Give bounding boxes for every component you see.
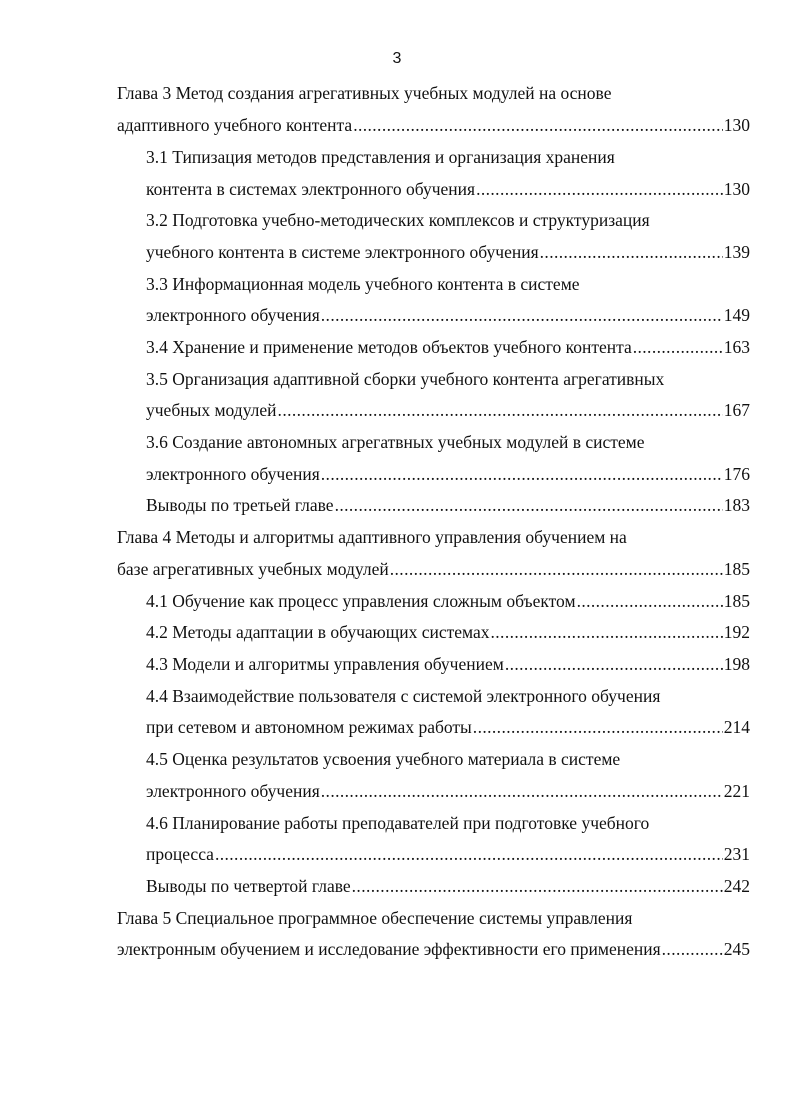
- toc-entry-title: при сетевом и автономном режимах работы: [146, 717, 472, 737]
- toc-entry-title: Выводы по четвертой главе: [146, 876, 351, 896]
- leader-dots: [540, 241, 723, 263]
- toc-entry: [146, 621, 750, 643]
- leader-dots: [215, 843, 723, 865]
- toc-entry-title: 3.4 Хранение и применение методов объектов учебного контента: [146, 337, 632, 357]
- toc-page-number: 221: [723, 781, 750, 801]
- toc-entry-title: адаптивного учебного контента: [117, 115, 353, 135]
- toc-page-number: 185: [723, 559, 750, 579]
- toc-page-number: 198: [723, 654, 750, 674]
- toc-page-number: 183: [723, 495, 750, 515]
- toc-entry: [146, 178, 750, 200]
- toc-entry-title: 4.5 Оценка результатов усвоения учебного материала в системе: [146, 749, 621, 769]
- toc-entry-title: учебного контента в системе электронного обучения: [146, 242, 539, 262]
- leader-dots: [662, 938, 723, 960]
- leader-dots: [352, 875, 723, 897]
- toc-page-number: 231: [723, 844, 750, 864]
- toc-entry-title: процесса: [146, 844, 214, 864]
- toc-page-number: 245: [723, 939, 750, 959]
- leader-dots: [505, 653, 723, 675]
- toc-entry-title: контента в системах электронного обучения: [146, 179, 476, 199]
- leader-dots: [473, 716, 723, 738]
- toc-page-number: 130: [723, 179, 750, 199]
- toc-entry: [146, 336, 750, 358]
- leader-dots: [353, 114, 723, 136]
- toc-entry-title: 3.1 Типизация методов представления и организация хранения: [146, 147, 615, 167]
- leader-dots: [577, 590, 723, 612]
- toc-page-number: 214: [723, 717, 750, 737]
- toc-page-number: 192: [723, 622, 750, 642]
- toc-page-number: 149: [723, 305, 750, 325]
- leader-dots: [321, 463, 723, 485]
- toc-entry: [146, 843, 750, 865]
- toc-entry: [146, 875, 750, 897]
- toc-entry-title: 3.3 Информационная модель учебного контента в системе: [146, 274, 580, 294]
- toc-entry: [146, 304, 750, 326]
- leader-dots: [476, 178, 723, 200]
- toc-entry-title: 4.1 Обучение как процесс управления сложным объектом: [146, 591, 576, 611]
- leader-dots: [278, 399, 723, 421]
- toc-entry: [117, 114, 750, 136]
- toc-page-number: 130: [723, 115, 750, 135]
- toc-page-number: 176: [723, 464, 750, 484]
- toc-entry-title: 3.5 Организация адаптивной сборки учебного контента агрегативных: [146, 369, 665, 389]
- toc-entry: [146, 716, 750, 738]
- page-number: 3: [392, 50, 402, 67]
- leader-dots: [491, 621, 723, 643]
- toc-page-number: 163: [723, 337, 750, 357]
- toc-page-number: 139: [723, 242, 750, 262]
- toc-entry-title: Глава 5 Специальное программное обеспечение системы управления: [117, 908, 633, 928]
- toc-entry-title: 4.4 Взаимодействие пользователя с системой электронного обучения: [146, 686, 661, 706]
- toc-entry-title: 3.2 Подготовка учебно-методических комплексов и структуризация: [146, 210, 650, 230]
- toc-entry-title: электронного обучения: [146, 781, 320, 801]
- toc-page-number: 185: [723, 591, 750, 611]
- toc-entry-title: 4.3 Модели и алгоритмы управления обучением: [146, 654, 504, 674]
- toc-entry-title: учебных модулей: [146, 400, 277, 420]
- toc-entry: [117, 938, 750, 960]
- toc-entry-title: 3.6 Создание автономных агрегатвных учебных модулей в системе: [146, 432, 645, 452]
- leader-dots: [335, 494, 723, 516]
- toc-entry-title: электронного обучения: [146, 464, 320, 484]
- toc-entry-title: Выводы по третьей главе: [146, 495, 334, 515]
- toc-entry-title: Глава 4 Методы и алгоритмы адаптивного управления обучением на: [117, 527, 627, 547]
- leader-dots: [321, 304, 723, 326]
- leader-dots: [633, 336, 723, 358]
- toc-entry: [146, 653, 750, 675]
- toc-entry: [146, 494, 750, 516]
- toc-entry: [146, 241, 750, 263]
- toc-entry-title: Глава 3 Метод создания агрегативных учебных модулей на основе: [117, 83, 612, 103]
- toc-entry: [146, 780, 750, 802]
- toc-entry: [146, 463, 750, 485]
- toc-page-number: 167: [723, 400, 750, 420]
- toc-entry-title: электронного обучения: [146, 305, 320, 325]
- toc-entry: [146, 399, 750, 421]
- toc-page-number: 242: [723, 876, 750, 896]
- leader-dots: [390, 558, 723, 580]
- toc-entry-title: 4.2 Методы адаптации в обучающих системах: [146, 622, 490, 642]
- toc-entry-title: базе агрегативных учебных модулей: [117, 559, 389, 579]
- leader-dots: [321, 780, 723, 802]
- toc-entry-title: электронным обучением и исследование эффективности его применения: [117, 939, 661, 959]
- toc-entry: [117, 558, 750, 580]
- toc-entry: [146, 590, 750, 612]
- toc-entry-title: 4.6 Планирование работы преподавателей при подготовке учебного: [146, 813, 650, 833]
